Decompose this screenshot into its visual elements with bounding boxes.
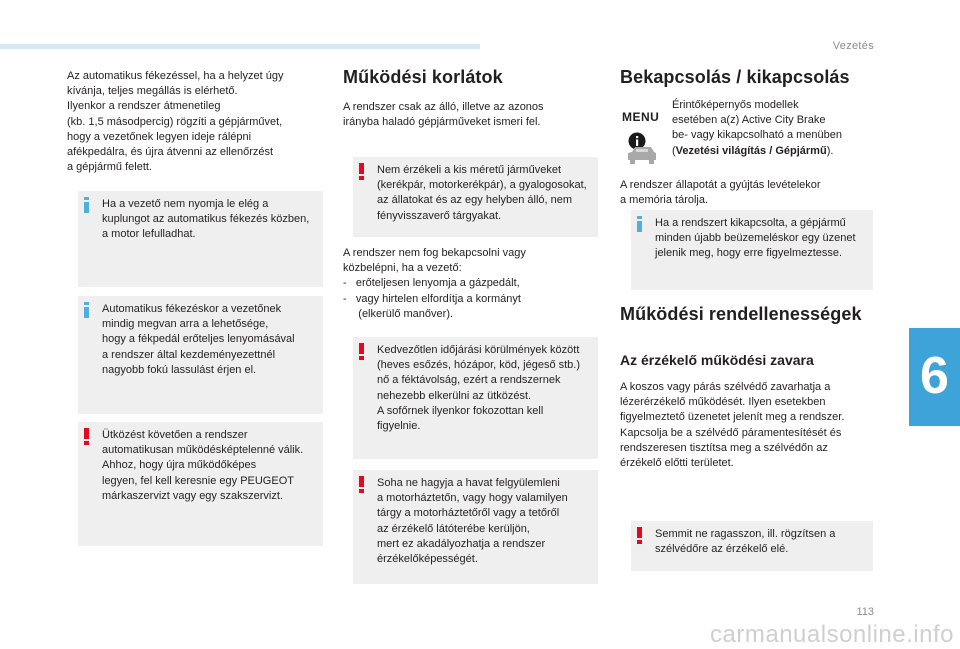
text-line: automatikusan működésképtelenné válik. bbox=[102, 444, 304, 457]
text-line: Nem érzékeli a kis méretű járműveket bbox=[377, 164, 562, 176]
text-line: (kb. 1,5 másodpercig) rögzíti a gépjárművet, bbox=[67, 115, 283, 128]
info-icon bbox=[84, 302, 90, 318]
info-note bbox=[631, 210, 873, 290]
text-line: az érzékelő látóterébe kerüljön, bbox=[377, 522, 530, 535]
text-line: afékpedálra, és újra átvenni az ellenőrzést bbox=[67, 146, 274, 159]
section-heading: Működési rendellenességek bbox=[620, 304, 862, 324]
text-line: A rendszer nem fog bekapcsolni vagy bbox=[343, 247, 526, 259]
subsection-heading: Az érzékelő működési zavara bbox=[620, 352, 814, 368]
text-line: kívánja, teljes megállás is elérhető. bbox=[67, 85, 238, 98]
text-line: Ütközést követően a rendszer bbox=[102, 429, 248, 441]
text-line: minden újabb beüzemeléskor egy üzenet bbox=[655, 232, 856, 245]
warning-text bbox=[377, 163, 592, 224]
text-line: érzékelő előtti területet. bbox=[620, 457, 734, 470]
text-line: Az automatikus fékezéssel, ha a helyzet úgy bbox=[67, 70, 284, 82]
text-line: Ha a rendszert kikapcsolta, a gépjármű bbox=[655, 217, 846, 229]
note-text bbox=[655, 216, 867, 262]
text-line: (heves esőzés, hózápor, köd, jégeső stb.) bbox=[377, 359, 581, 372]
warning-icon bbox=[359, 163, 365, 180]
text-line: A rendszer csak az álló, illetve az azonos bbox=[343, 101, 544, 113]
warning-icon bbox=[637, 527, 643, 544]
info-icon bbox=[637, 216, 643, 232]
info-icon bbox=[84, 197, 90, 213]
text-line: kuplungot az automatikus fékezés közben, bbox=[102, 213, 310, 226]
text-line: Ilyenkor a rendszer átmenetileg bbox=[67, 100, 221, 113]
text-line: lézerérzékelő működését. Ilyen esetekben bbox=[620, 396, 826, 409]
col1-intro bbox=[67, 69, 323, 175]
text-line: figyelnie. bbox=[377, 420, 421, 433]
section-title: Vezetés bbox=[832, 40, 874, 52]
col2-para bbox=[343, 246, 599, 322]
text-line: a rendszer által kezdeményezettnél bbox=[102, 348, 276, 361]
text-line: közbelépni, ha a vezető: bbox=[343, 262, 462, 275]
text-line: nő a féktávolság, ezért a rendszernek bbox=[377, 374, 561, 387]
text-line: a motorháztetőn, vagy hogy valamilyen bbox=[377, 492, 568, 505]
text-line: irányba haladó gépjárműveket ismeri fel. bbox=[343, 116, 541, 129]
warning-text bbox=[655, 527, 867, 557]
text-line: figyelmeztető üzenetet jelenít meg a rendszer. bbox=[620, 411, 845, 424]
watermark: carmanualsonline.info bbox=[710, 621, 954, 648]
text-line: Kapcsolja be a szélvédő páramentesítését és bbox=[620, 426, 842, 439]
text-line: a motor lefulladhat. bbox=[102, 228, 196, 241]
text-line: nagyobb fokú lassulást érjen el. bbox=[102, 363, 257, 376]
text-line: Soha ne hagyja a havat felgyülemleni bbox=[377, 477, 560, 489]
text-line: jelenik meg, hogy erre figyelmeztesse. bbox=[655, 247, 843, 260]
header-bar bbox=[0, 44, 480, 49]
text-line: rendszeresen tisztítsa meg a szélvédőn az bbox=[620, 441, 828, 454]
text-line: nehezebb elkerülni az ütközést. bbox=[377, 389, 532, 402]
note-text bbox=[102, 197, 317, 243]
text-line: hogy a vezetőnek legyen ideje rálépni bbox=[67, 130, 252, 143]
text-line: tárgy a motorháztetőről vagy a tetőről bbox=[377, 507, 560, 520]
warning-note bbox=[78, 422, 323, 546]
chapter-number: 6 bbox=[920, 347, 949, 405]
menu-path: Vezetési világítás / Gépjármű bbox=[675, 144, 827, 157]
text-line: mindig megvan arra a lehetősége, bbox=[102, 318, 269, 331]
menu-text-prefix: ( bbox=[672, 144, 676, 157]
car-info-icon bbox=[626, 131, 658, 165]
text-line: fényvisszaverő tárgyakat. bbox=[377, 209, 502, 222]
text-line: az állatokat és az egy helyben álló, nem bbox=[377, 194, 573, 207]
section-heading: Működési korlátok bbox=[343, 67, 503, 87]
warning-note bbox=[353, 157, 598, 237]
text-line: (elkerülő manőver). bbox=[343, 307, 454, 320]
menu-text-lines bbox=[672, 99, 842, 141]
col3-para2 bbox=[620, 380, 874, 471]
warning-text bbox=[102, 428, 317, 504]
warning-text bbox=[377, 476, 592, 567]
text-line: Ahhoz, hogy újra működőképes bbox=[102, 459, 257, 472]
text-line: A sofőrnek ilyenkor fokozottan kell bbox=[377, 404, 544, 417]
warning-icon bbox=[359, 476, 365, 493]
text-line: a gépjármű felett. bbox=[67, 161, 152, 174]
text-line: Ha a vezető nem nyomja le elég a bbox=[102, 198, 269, 210]
info-note bbox=[78, 191, 323, 287]
text-line: esetében a(z) Active City Brake bbox=[672, 114, 826, 127]
col2-intro bbox=[343, 100, 599, 130]
text-line: A koszos vagy párás szélvédő zavarhatja a bbox=[620, 381, 831, 393]
note-text bbox=[102, 302, 317, 378]
text-line: márkaszervizt vagy egy szakszervizt. bbox=[102, 489, 283, 502]
section-heading: Bekapcsolás / kikapcsolás bbox=[620, 67, 850, 87]
menu-text bbox=[672, 98, 872, 159]
text-line: Érintőképernyős modellek bbox=[672, 99, 799, 111]
text-line: be- vagy kikapcsolható a menüben bbox=[672, 129, 842, 142]
warning-note bbox=[353, 337, 598, 459]
warning-note bbox=[631, 521, 873, 571]
text-line: Automatikus fékezéskor a vezetőnek bbox=[102, 303, 282, 315]
text-line: a memória tárolja. bbox=[620, 194, 709, 207]
text-line: Kedvezőtlen időjárási körülmények között bbox=[377, 344, 580, 356]
text-line: mert ez akadályozhatja a rendszer bbox=[377, 537, 546, 550]
text-line: hogy a fékpedál erőteljes lenyomásával bbox=[102, 333, 295, 346]
menu-text-suffix: ). bbox=[826, 144, 834, 157]
warning-note bbox=[353, 470, 598, 584]
text-line: szélvédőre az érzékelő elé. bbox=[655, 543, 789, 556]
text-line: érzékelőképességét. bbox=[377, 553, 478, 566]
text-line: - erőteljesen lenyomja a gázpedált, bbox=[343, 277, 520, 290]
text-line: - vagy hirtelen elfordítja a kormányt bbox=[343, 292, 521, 305]
text-line: A rendszer állapotát a gyújtás levételekor bbox=[620, 179, 821, 191]
warning-text bbox=[377, 343, 592, 434]
text-line: (kerékpár, motorkerékpár), a gyalogosokat, bbox=[377, 179, 587, 192]
chapter-tab bbox=[909, 328, 960, 426]
warning-icon bbox=[359, 343, 365, 360]
menu-label: MENU bbox=[622, 110, 660, 124]
warning-icon bbox=[84, 428, 90, 445]
text-line: legyen, fel kell keresnie egy PEUGEOT bbox=[102, 474, 294, 487]
col3-para bbox=[620, 178, 874, 208]
text-line: Semmit ne ragasszon, ill. rögzítsen a bbox=[655, 528, 836, 540]
info-note bbox=[78, 296, 323, 414]
page-number: 113 bbox=[856, 606, 874, 618]
